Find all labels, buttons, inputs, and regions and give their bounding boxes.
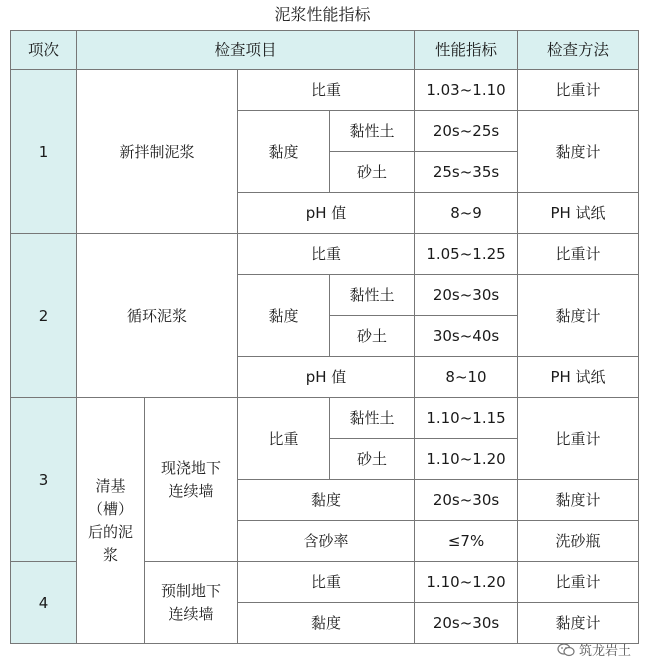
table-row (11, 234, 639, 275)
cell-method: 洗砂瓶 (518, 521, 639, 562)
watermark-text: 筑龙岩土 (578, 644, 631, 659)
cell-value: 1.03~1.10 (415, 70, 518, 111)
table-title: 泥浆性能指标 (274, 5, 371, 24)
cell-sublabel: 砂土 (330, 152, 415, 193)
cell-label: 黏度 (238, 480, 415, 521)
cell-value: 20s~30s (415, 480, 518, 521)
cell-label: pH 值 (238, 357, 415, 398)
cell-label: 黏度 (238, 275, 330, 357)
cell-label: 比重 (238, 234, 415, 275)
header-row (11, 31, 639, 70)
row-no: 4 (11, 562, 77, 644)
row-sub: 预制地下连续墙 (145, 562, 238, 644)
wechat-icon (557, 643, 575, 657)
cell-sublabel: 黏性土 (330, 275, 415, 316)
cell-method: 黏度计 (518, 603, 639, 644)
cell-sublabel: 黏性土 (330, 398, 415, 439)
cell-method: PH 试纸 (518, 193, 639, 234)
watermark (557, 640, 631, 659)
header-index: 性能指标 (415, 31, 518, 70)
cell-value: 20s~30s (415, 603, 518, 644)
cell-value: 20s~25s (415, 111, 518, 152)
cell-label: 含砂率 (238, 521, 415, 562)
cell-sublabel: 砂土 (330, 316, 415, 357)
cell-method: 黏度计 (518, 275, 639, 357)
cell-method: PH 试纸 (518, 357, 639, 398)
cell-method: 比重计 (518, 234, 639, 275)
cell-value: 1.05~1.25 (415, 234, 518, 275)
cell-label: 比重 (238, 70, 415, 111)
row-no: 3 (11, 398, 77, 562)
row-no: 1 (11, 70, 77, 234)
cell-value: 8~10 (415, 357, 518, 398)
cell-value: 1.10~1.20 (415, 562, 518, 603)
cell-method: 比重计 (518, 398, 639, 480)
row-no: 2 (11, 234, 77, 398)
cell-value: 1.10~1.20 (415, 439, 518, 480)
cell-value: 1.10~1.15 (415, 398, 518, 439)
cell-method: 比重计 (518, 70, 639, 111)
row-name: 循环泥浆 (77, 234, 238, 398)
cell-value: 20s~30s (415, 275, 518, 316)
cell-label: pH 值 (238, 193, 415, 234)
cell-label: 比重 (238, 398, 330, 480)
cell-label: 黏度 (238, 111, 330, 193)
cell-sublabel: 黏性土 (330, 111, 415, 152)
cell-value: 25s~35s (415, 152, 518, 193)
header-no: 项次 (11, 31, 77, 70)
header-method: 检查方法 (518, 31, 639, 70)
header-item: 检查项目 (77, 31, 415, 70)
mud-performance-table (10, 30, 639, 644)
cell-label: 黏度 (238, 603, 415, 644)
cell-label: 比重 (238, 562, 415, 603)
cell-method: 比重计 (518, 562, 639, 603)
cell-value: 30s~40s (415, 316, 518, 357)
cell-method: 黏度计 (518, 480, 639, 521)
row-group: 清基（槽）后的泥浆 (77, 398, 145, 644)
row-name: 新拌制泥浆 (77, 70, 238, 234)
table-row (11, 398, 639, 439)
cell-method: 黏度计 (518, 111, 639, 193)
cell-value: ≤7% (415, 521, 518, 562)
row-sub: 现浇地下连续墙 (145, 398, 238, 562)
cell-value: 8~9 (415, 193, 518, 234)
table-row (11, 70, 639, 111)
cell-sublabel: 砂土 (330, 439, 415, 480)
